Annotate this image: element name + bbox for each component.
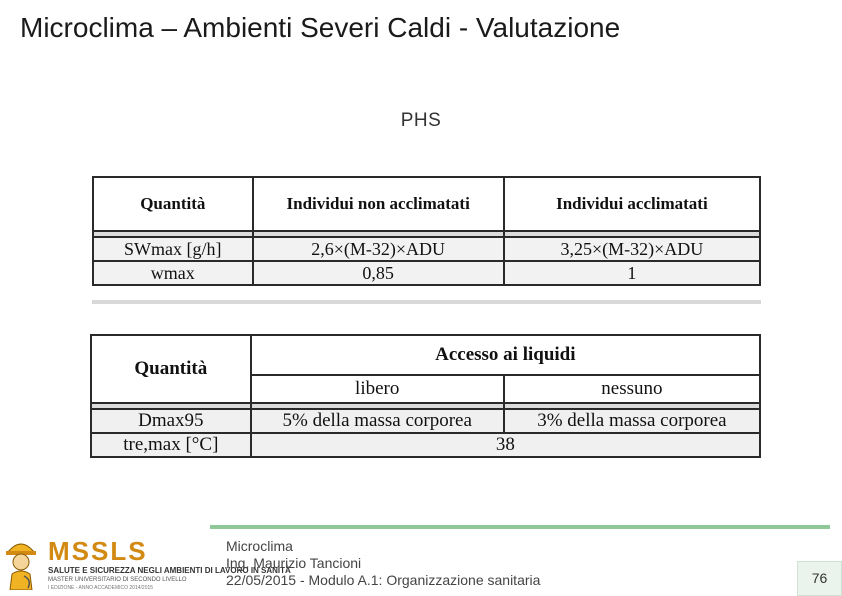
slide-subtitle: PHS [400,110,442,131]
footer-text [226,538,540,589]
table-cell: SWmax [g/h] [93,237,253,261]
column-group-header: Accesso ai liquidi [251,335,760,375]
column-header: Quantità [93,177,253,231]
hard-hat-worker-icon [4,534,38,590]
table-cell: tre,max [°C] [91,433,251,457]
column-header: Quantità [91,335,251,403]
table-cell: 0,85 [253,261,504,285]
footer-line: Ing. Maurizio Tancioni [226,555,362,571]
table-cell: 5% della massa corporea [251,409,504,433]
page-number: 76 [797,561,842,596]
table-cell: 3% della massa corporea [504,409,760,433]
footer-accent-line [210,525,830,529]
table-row [91,433,760,457]
table-header-row [93,177,760,231]
logo-brand-text: MSSLS [48,536,148,566]
table-divider [92,300,761,304]
column-header: Individui non acclimatati [253,177,504,231]
logo-line-3: I EDIZIONE - ANNO ACCADEMICO 2014/2015 [48,585,154,591]
footer-line: 22/05/2015 - Modulo A.1: Organizzazione sanitaria [226,572,541,588]
table-row [93,261,760,285]
column-header: Individui acclimatati [504,177,760,231]
sweat-rate-table [92,176,761,286]
column-subheader: nessuno [504,375,760,403]
table-row [93,237,760,261]
logo-tagline: SALUTE E SICUREZZA NEGLI AMBIENTI DI LAVORO IN SANITÀ [48,566,291,575]
slide-title: Microclima – Ambienti Severi Caldi - Valutazione [20,12,621,43]
table-row [91,409,760,433]
logo-line-2: MASTER UNIVERSITARIO DI SECONDO LIVELLO [48,577,187,583]
table-cell: 3,25×(M-32)×ADU [504,237,760,261]
table-header-row [91,335,760,375]
column-subheader: libero [251,375,504,403]
dehydration-table [90,334,761,458]
table-cell: Dmax95 [91,409,251,433]
table-cell: wmax [93,261,253,285]
table-cell: 2,6×(M-32)×ADU [253,237,504,261]
table-cell: 38 [251,433,760,457]
table-cell: 1 [504,261,760,285]
footer-line: Microclima [226,538,293,554]
